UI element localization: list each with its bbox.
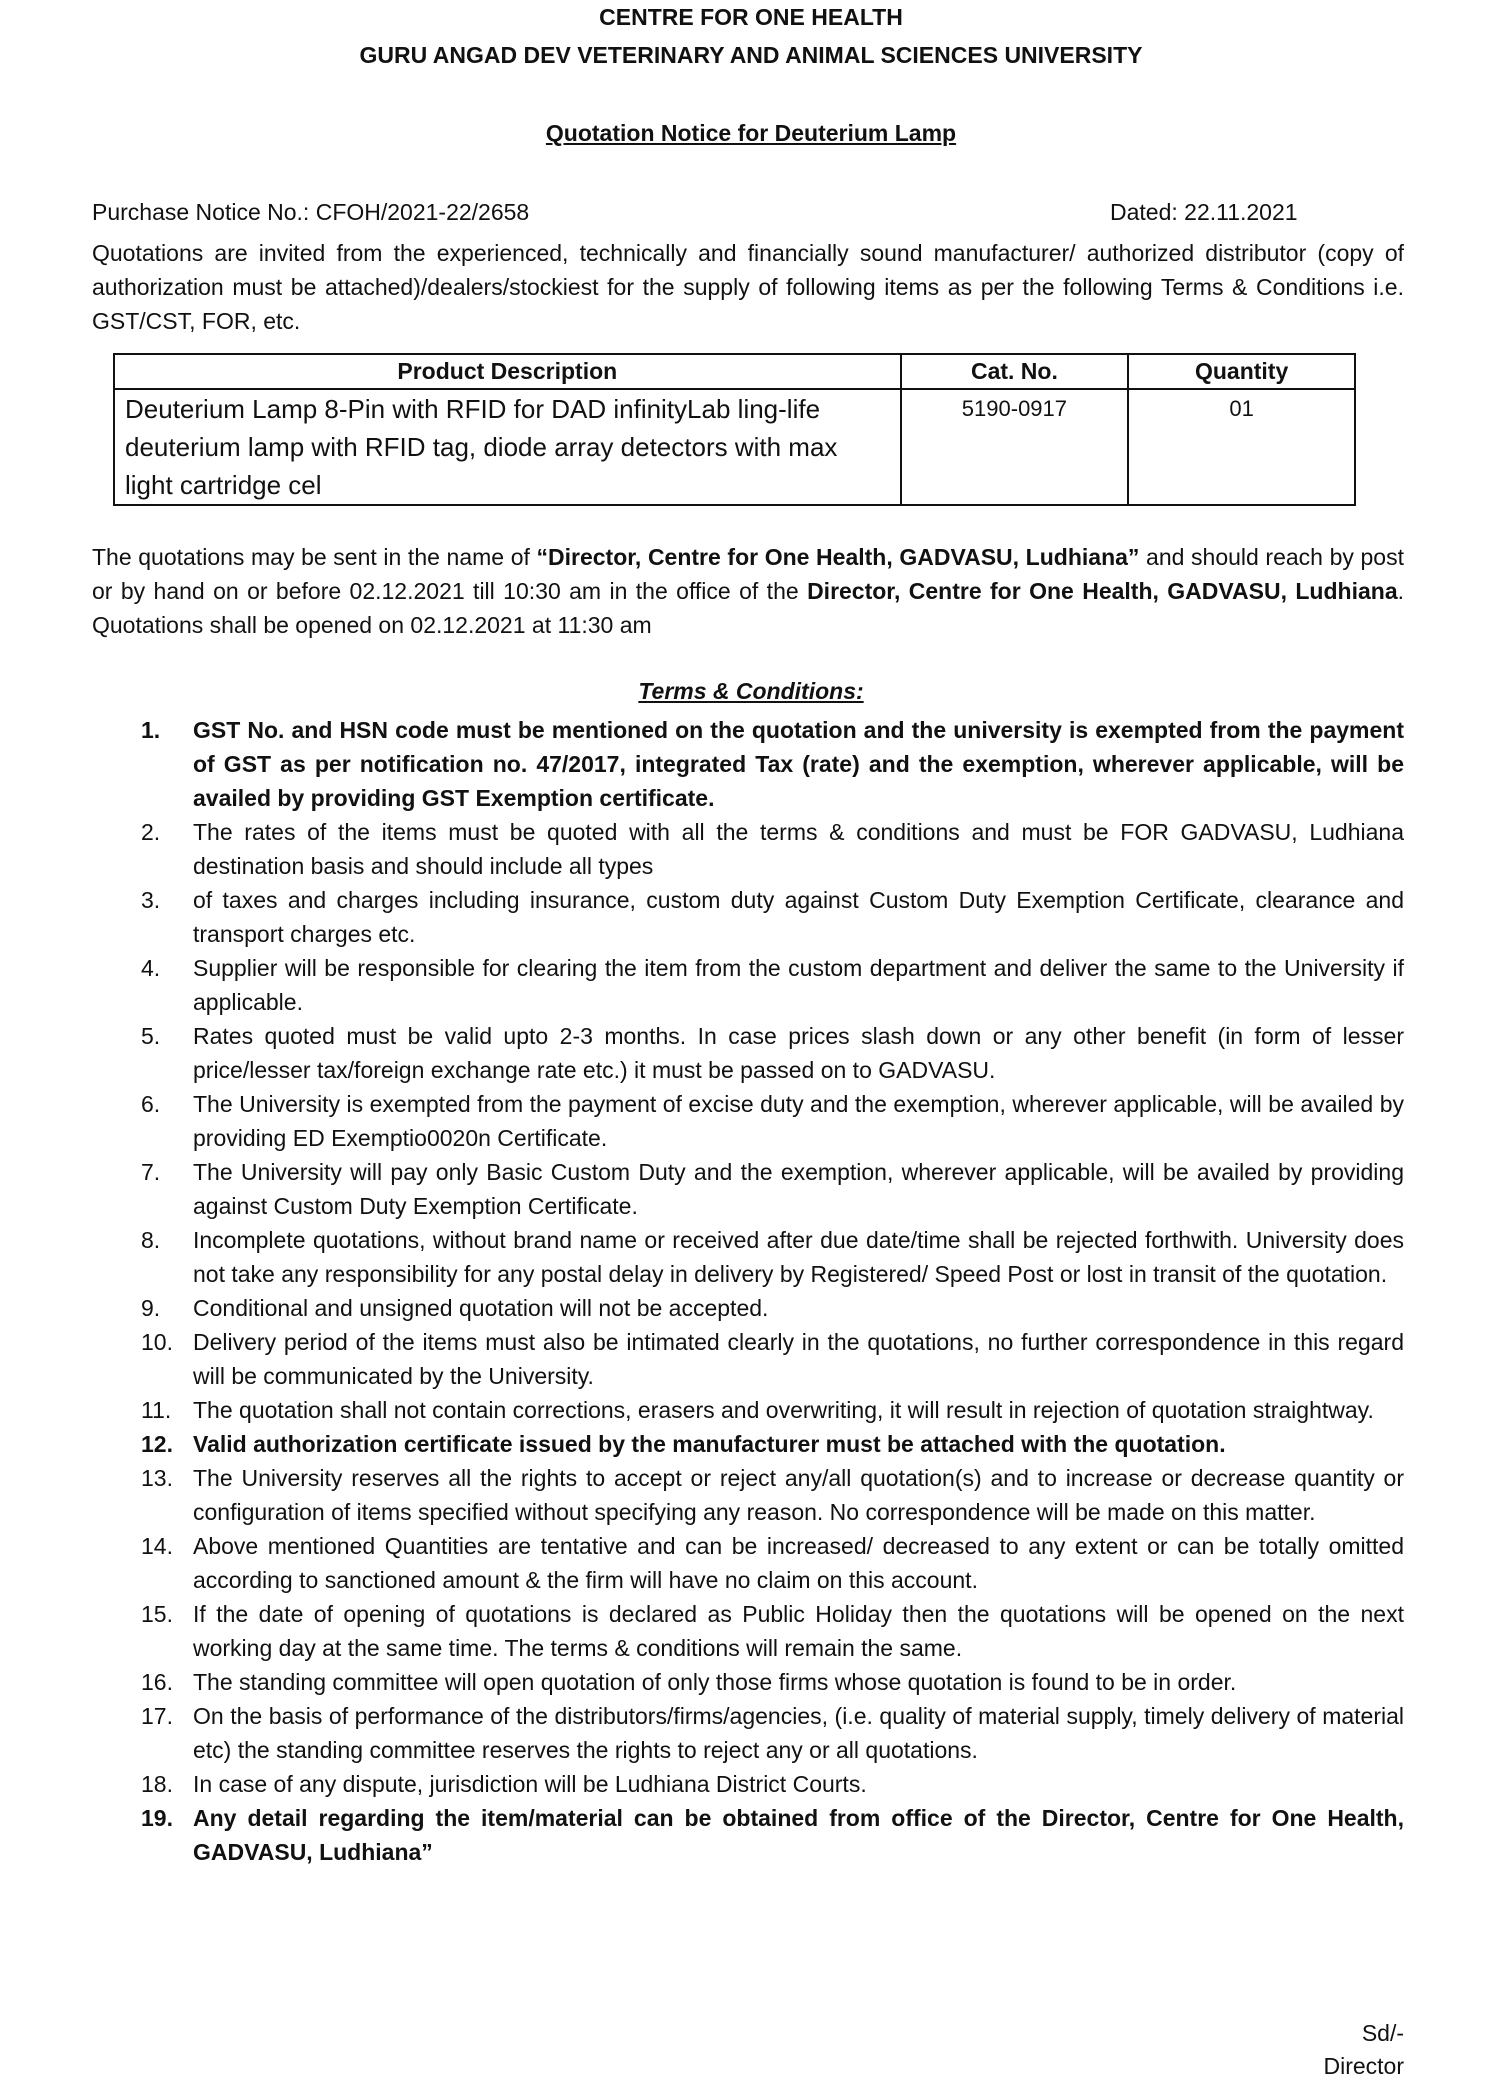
term-number: 11.: [141, 1397, 172, 1423]
list-item: [0, 815, 1502, 883]
term-number: 18.: [141, 1771, 173, 1797]
list-item: [0, 1699, 1502, 1767]
term-number: 10.: [141, 1329, 173, 1355]
header-quantity: Quantity: [1128, 354, 1355, 389]
term-number: 7.: [141, 1159, 161, 1185]
header-university: GURU ANGAD DEV VETERINARY AND ANIMAL SCIENCES UNIVERSITY: [359, 42, 1143, 68]
header-product-description: Product Description: [114, 354, 901, 389]
term-number: 15.: [141, 1601, 173, 1627]
term-number: 17.: [141, 1703, 173, 1729]
term-text: Delivery period of the items must also be intimated clearly in the quotations, no further correspondence in this regard will be communicated by the University.: [193, 1329, 1404, 1389]
list-item: [0, 1223, 1502, 1291]
list-item: [0, 951, 1502, 1019]
list-item: [0, 1665, 1502, 1699]
term-text: Any detail regarding the item/material can be obtained from office of the Director, Centre for One Health, GADVASU, Ludhiana”: [193, 1805, 1404, 1865]
term-text: The standing committee will open quotation of only those firms whose quotation is found to be in order.: [193, 1669, 1237, 1695]
terms-title: Terms & Conditions:: [638, 678, 864, 704]
term-number: 1.: [141, 717, 161, 743]
submission-text-1: The quotations may be sent in the name of: [92, 544, 537, 570]
list-item: [0, 1155, 1502, 1223]
list-item: [0, 1801, 1502, 1869]
submission-office: Director, Centre for One Health, GADVASU, Ludhiana: [807, 578, 1398, 604]
purchase-notice-number: Purchase Notice No.: CFOH/2021-22/2658: [92, 199, 530, 225]
signature-sd: Sd/-: [1361, 2020, 1404, 2046]
list-item: [0, 1291, 1502, 1325]
term-number: 9.: [141, 1295, 161, 1321]
list-item: [0, 1087, 1502, 1155]
list-item: [0, 1019, 1502, 1087]
term-text: The rates of the items must be quoted with all the terms & conditions and must be FOR GADVASU, Ludhiana destination basis and should include all types: [193, 819, 1404, 879]
submission-text-3: . Quotations shall be opened on 02.12.2021 at 11:30 am: [92, 578, 1404, 638]
term-text: GST No. and HSN code must be mentioned on the quotation and the university is exempted from the payment of GST as per notification no. 47/2017, integrated Tax (rate) and the exemption, wherever applicable, will be availed by providing GST Exemption certificate.: [193, 717, 1404, 811]
term-text: Valid authorization certificate issued by the manufacturer must be attached with the quotation.: [193, 1431, 1226, 1457]
term-number: 12.: [141, 1431, 173, 1457]
term-number: 13.: [141, 1465, 173, 1491]
term-text: If the date of opening of quotations is declared as Public Holiday then the quotations will be opened on the next working day at the same time. The terms & conditions will remain the same.: [193, 1601, 1404, 1661]
term-number: 6.: [141, 1091, 161, 1117]
term-text: The University will pay only Basic Custom Duty and the exemption, wherever applicable, will be availed by providing against Custom Duty Exemption Certificate.: [193, 1159, 1404, 1219]
term-number: 14.: [141, 1533, 173, 1559]
term-text: Conditional and unsigned quotation will not be accepted.: [193, 1295, 769, 1321]
submission-paragraph: [92, 540, 1404, 642]
submission-text-2: and should reach by post or by hand on or before 02.12.2021 till 10:30 am in the office of the: [92, 544, 1404, 604]
header-org: CENTRE FOR ONE HEALTH: [599, 4, 903, 30]
term-text: The University reserves all the rights to accept or reject any/all quotation(s) and to increase or decrease quantity or configuration of items specified without specifying any reason. No correspondence will be made on this matter.: [193, 1465, 1404, 1525]
product-description: Deuterium Lamp 8-Pin with RFID for DAD infinityLab ling-life deuterium lamp with RFID tag, diode array detectors with max light cartridge cel: [114, 389, 901, 505]
term-text: In case of any dispute, jurisdiction will be Ludhiana District Courts.: [193, 1771, 867, 1797]
term-text: Incomplete quotations, without brand name or received after due date/time shall be rejected forthwith. University does not take any responsibility for any postal delay in delivery by Registered/ Speed Post or lost in transit of the quotation.: [193, 1227, 1404, 1287]
table-header-row: [114, 354, 1355, 389]
cat-no: 5190-0917: [901, 389, 1129, 505]
term-number: 16.: [141, 1669, 173, 1695]
list-item: [0, 1461, 1502, 1529]
list-item: [0, 1767, 1502, 1801]
term-text: of taxes and charges including insurance, custom duty against Custom Duty Exemption Certificate, clearance and transport charges etc.: [193, 887, 1404, 947]
list-item: [0, 1427, 1502, 1461]
submission-addressee: “Director, Centre for One Health, GADVASU, Ludhiana”: [536, 544, 1140, 570]
intro-paragraph: Quotations are invited from the experienced, technically and financially sound manufacturer/ authorized distributor (copy of authorization must be attached)/dealers/stockiest for the supply of following items as per the following Terms & Conditions i.e. GST/CST, FOR, etc.: [92, 240, 1404, 334]
terms-list: [0, 713, 1502, 1869]
term-number: 19.: [141, 1805, 173, 1831]
term-text: Above mentioned Quantities are tentative and can be increased/ decreased to any extent or can be totally omitted according to sanctioned amount & the firm will have no claim on this account.: [193, 1533, 1404, 1593]
list-item: [0, 1325, 1502, 1393]
term-text: The University is exempted from the payment of excise duty and the exemption, wherever applicable, will be availed by providing ED Exemptio0020n Certificate.: [193, 1091, 1404, 1151]
term-text: Rates quoted must be valid upto 2-3 months. In case prices slash down or any other benefit (in form of lesser price/lesser tax/foreign exchange rate etc.) it must be passed on to GADVASU.: [193, 1023, 1404, 1083]
list-item: [0, 883, 1502, 951]
list-item: [0, 713, 1502, 815]
list-item: [0, 1597, 1502, 1665]
list-item: [0, 1529, 1502, 1597]
notice-date: Dated: 22.11.2021: [1110, 199, 1298, 225]
list-item: [0, 1393, 1502, 1427]
term-number: 3.: [141, 887, 161, 913]
term-text: On the basis of performance of the distributors/firms/agencies, (i.e. quality of material supply, timely delivery of material etc) the standing committee reserves the rights to reject any or all quotations.: [193, 1703, 1404, 1763]
term-number: 8.: [141, 1227, 161, 1253]
quantity: 01: [1128, 389, 1355, 505]
signature-title: Director: [1323, 2053, 1404, 2079]
header-cat-no: Cat. No.: [901, 354, 1129, 389]
term-number: 5.: [141, 1023, 161, 1049]
term-text: The quotation shall not contain corrections, erasers and overwriting, it will result in rejection of quotation straightway.: [193, 1397, 1374, 1423]
items-table: [113, 353, 1356, 506]
notice-title: Quotation Notice for Deuterium Lamp: [545, 120, 957, 146]
term-number: 2.: [141, 819, 161, 845]
term-number: 4.: [141, 955, 161, 981]
term-text: Supplier will be responsible for clearing the item from the custom department and deliver the same to the University if applicable.: [193, 955, 1404, 1015]
table-row: [114, 389, 1355, 505]
